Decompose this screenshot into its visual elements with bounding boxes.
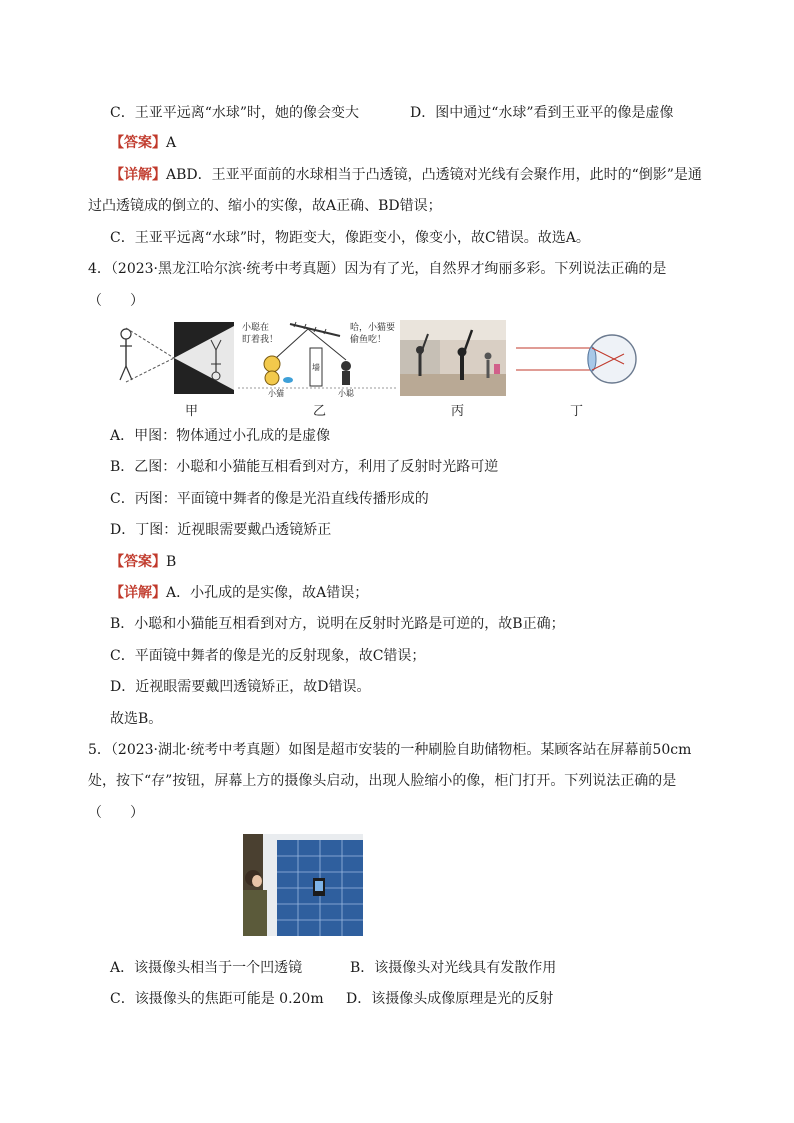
q5-stem-line-1: 5．（2023·湖北·统考中考真题）如图是超市安装的一种刷脸自助储物柜。某顾客站在屏幕前50cm	[88, 742, 692, 758]
q3-detail-line-2: 过凸透镜成的倒立的、缩小的实像，故A正确、BD错误；	[88, 198, 442, 214]
answer-tag: 【答案】	[110, 554, 166, 570]
q4-option-a: A．甲图：物体通过小孔成的是虚像	[110, 428, 331, 444]
q3-detail-line-1	[110, 166, 702, 184]
q4-option-b: B．乙图：小聪和小猫能互相看到对方，利用了反射时光路可逆	[110, 459, 499, 475]
fig-bing-dancer-photo	[400, 320, 506, 396]
q4-detail-line-4: D．近视眼需要戴凹透镜矫正，故D错误。	[110, 679, 371, 695]
fig-label-yi: 乙	[313, 404, 327, 419]
q4-stem-line-1: 4．（2023·黑龙江哈尔滨·统考中考真题）因为有了光，自然界才绚丽多彩。下列说法正确的是	[88, 261, 667, 277]
answer-value: A	[166, 135, 177, 151]
fig-yi-boy: 小聪	[338, 389, 354, 398]
detail-tag: 【详解】	[110, 585, 166, 601]
q5-option-c: C．该摄像头的焦距可能是 0.20m	[110, 991, 324, 1007]
q4-option-d: D．丁图：近视眼需要戴凸透镜矫正	[110, 522, 332, 538]
q5-option-d: D．该摄像头成像原理是光的反射	[346, 991, 554, 1007]
q5-stem-line-3: （ ）	[88, 805, 144, 821]
q5-option-b: B．该摄像头对光线具有发散作用	[350, 960, 557, 976]
q4-option-c: C．丙图：平面镜中舞者的像是光沿直线传播形成的	[110, 491, 429, 507]
q4-stem-line-2: （ ）	[88, 293, 144, 309]
q5-option-a: A．该摄像头相当于一个凹透镜	[110, 960, 303, 976]
q3-detail-line-3: C．王亚平远离“水球”时，物距变大，像距变小，像变小，故C错误。故选A。	[110, 230, 590, 246]
q4-answer	[110, 553, 176, 571]
fig-yi-text-4: 偷鱼吃！	[350, 335, 387, 345]
detail-text: A．小孔成的是实像，故A错误；	[166, 585, 369, 601]
q4-detail-line-1	[110, 584, 368, 602]
fig-jia-pinhole	[112, 318, 238, 398]
answer-value: B	[166, 554, 177, 570]
q3-answer	[110, 134, 176, 152]
q3-option-c: C．王亚平远离“水球”时，她的像会变大	[110, 105, 360, 121]
fig-yi-text-1: 小聪在	[242, 323, 270, 333]
fig-yi-cat: 小猫	[268, 389, 284, 398]
fig-face-locker-photo	[243, 834, 363, 936]
answer-tag: 【答案】	[110, 135, 166, 151]
q4-detail-line-3: C．平面镜中舞者的像是光的反射现象，故C错误；	[110, 648, 426, 664]
fig-label-bing: 丙	[451, 404, 465, 419]
q4-detail-line-2: B．小聪和小猫能互相看到对方，说明在反射时光路是可逆的，故B正确；	[110, 616, 565, 632]
fig-yi-wall: 墙	[312, 363, 320, 372]
fig-yi-reflection	[238, 318, 398, 398]
detail-tag: 【详解】	[110, 167, 166, 183]
detail-text: ABD．王亚平面前的水球相当于凸透镜，凸透镜对光线有会聚作用，此时的“倒影”是通	[166, 167, 702, 183]
fig-label-ding: 丁	[570, 404, 584, 419]
fig-ding-eye-diagram	[516, 326, 640, 392]
fig-label-jia: 甲	[185, 404, 199, 419]
fig-yi-text-3: 哈，小猫要	[350, 323, 396, 333]
fig-yi-text-2: 盯着我！	[242, 335, 279, 345]
q4-detail-line-5: 故选B。	[110, 711, 163, 727]
q3-option-d: D．图中通过“水球”看到王亚平的像是虚像	[410, 105, 674, 121]
q5-stem-line-2: 处，按下“存”按钮，屏幕上方的摄像头启动，出现人脸缩小的像，柜门打开。下列说法正确的是	[88, 773, 677, 789]
